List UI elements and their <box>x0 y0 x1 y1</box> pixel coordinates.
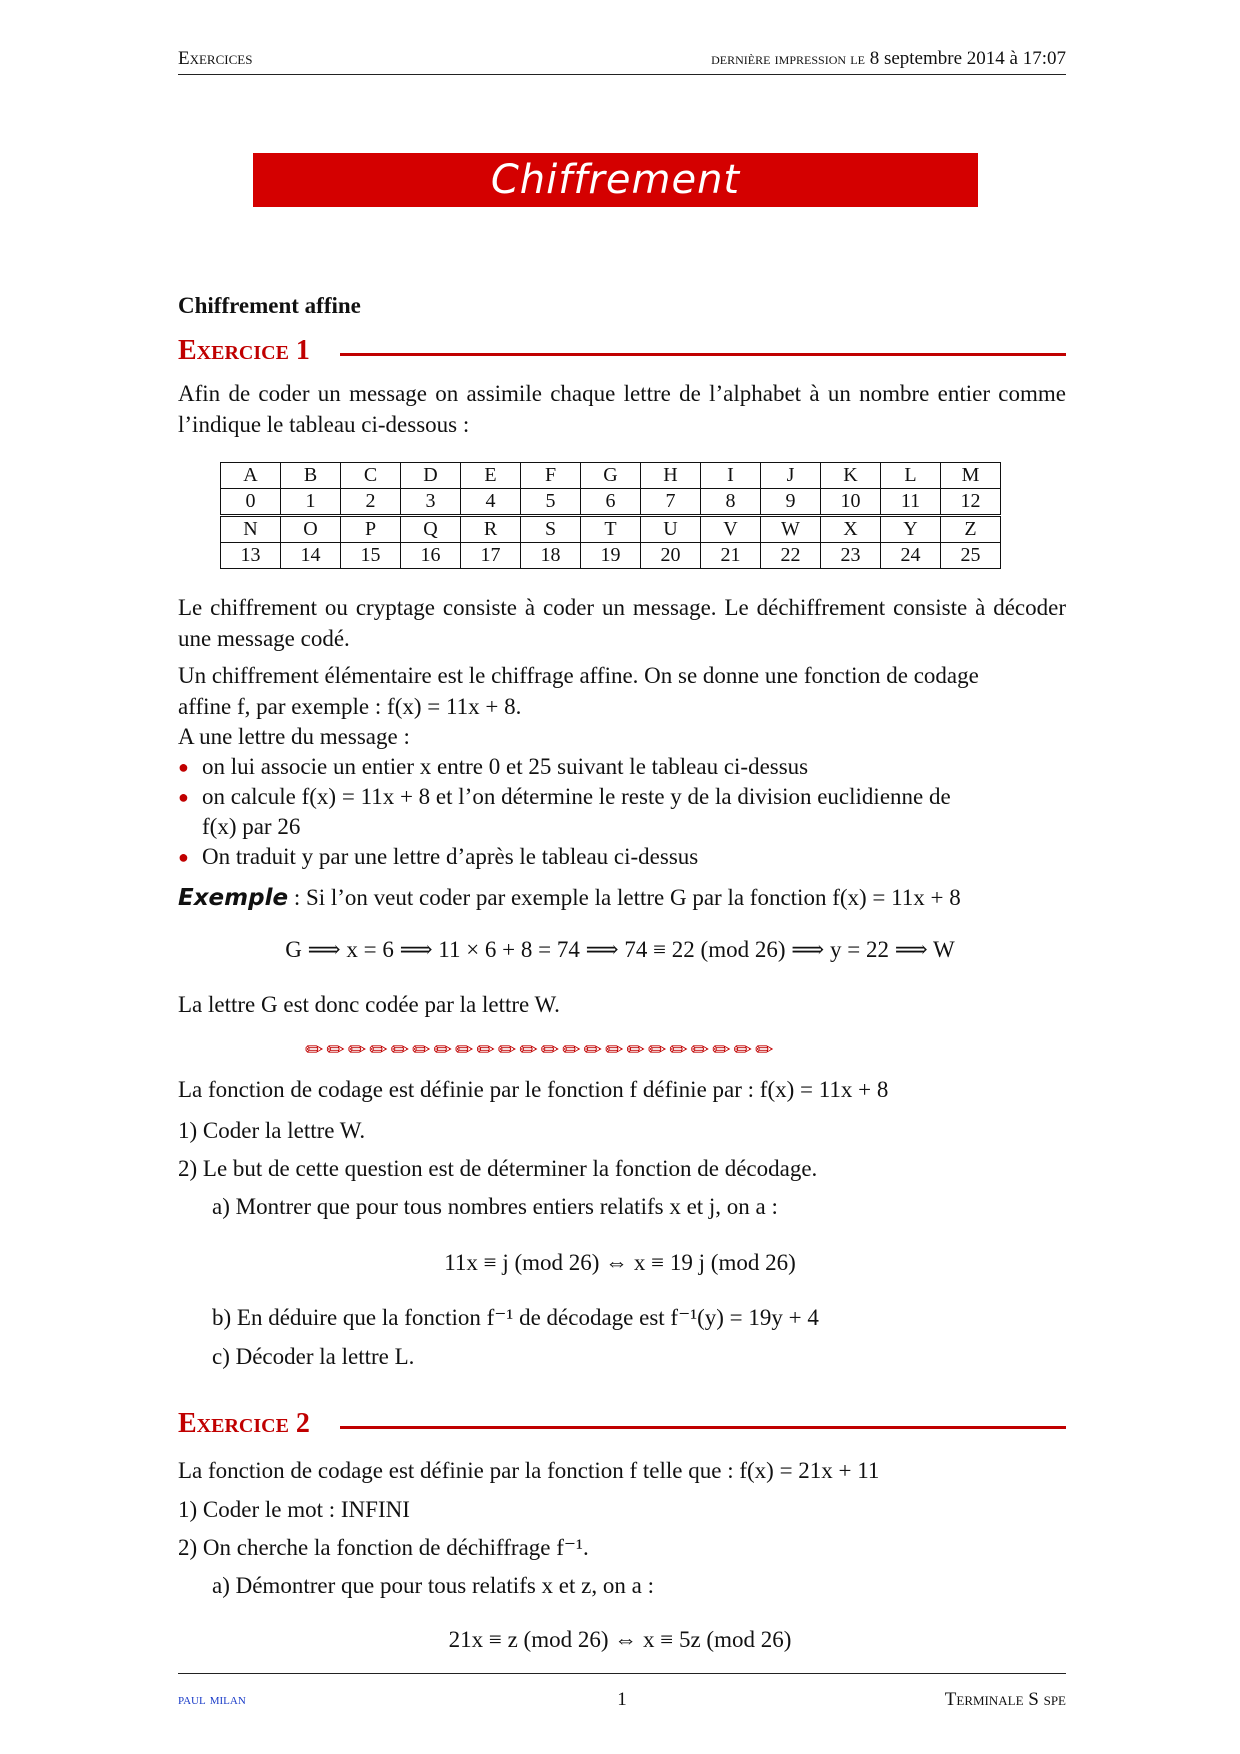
table-cell: R <box>461 516 521 543</box>
example-text: : Si l’on veut coder par exemple la lettre G par la fonction f(x) = 11x + 8 <box>288 885 961 910</box>
exercise-2-heading <box>178 1408 1066 1444</box>
table-cell: 14 <box>281 543 341 569</box>
ex1-definition: La fonction de codage est définie par le fonction f définie par : f(x) = 11x + 8 <box>178 1077 889 1102</box>
footer-rule <box>178 1673 1066 1674</box>
example-equation: G ⟹ x = 6 ⟹ 11 × 6 + 8 = 74 ⟹ 74 ≡ 22 (mod 26) ⟹ y = 22 ⟹ W <box>285 937 955 962</box>
table-cell: O <box>281 516 341 543</box>
example-line <box>178 885 961 911</box>
table-cell: W <box>761 516 821 543</box>
list-item <box>178 784 951 810</box>
exercise-2-label: Exercice 2 <box>178 1408 310 1439</box>
table-row <box>221 489 1001 516</box>
table-cell: B <box>281 463 341 489</box>
header-right <box>711 48 1066 70</box>
table-cell: 16 <box>401 543 461 569</box>
table-row <box>221 543 1001 569</box>
table-cell: G <box>581 463 641 489</box>
header-left: Exercices <box>178 48 253 69</box>
table-cell: 2 <box>341 489 401 516</box>
table-cell: 11 <box>881 489 941 516</box>
bullet-1-text: on lui associe un entier x entre 0 et 25 suivant le tableau ci-dessus <box>202 754 809 779</box>
ex1-question-2c: c) Décoder la lettre L. <box>212 1344 415 1369</box>
bullet-icon: ● <box>178 757 189 777</box>
table-cell: 18 <box>521 543 581 569</box>
table-cell: 8 <box>701 489 761 516</box>
alphabet-table-grid <box>220 462 1001 569</box>
ex1-question-2a-equation: 11x ≡ j (mod 26) ⇔ x ≡ 19 j (mod 26) <box>444 1250 796 1275</box>
table-cell: 5 <box>521 489 581 516</box>
ex2-question-2a: a) Démontrer que pour tous relatifs x et z, on a : <box>212 1573 654 1598</box>
table-cell: M <box>941 463 1001 489</box>
table-cell: 12 <box>941 489 1001 516</box>
table-cell: 1 <box>281 489 341 516</box>
table-cell: 20 <box>641 543 701 569</box>
table-cell: 3 <box>401 489 461 516</box>
table-cell: 19 <box>581 543 641 569</box>
table-cell: L <box>881 463 941 489</box>
table-cell: V <box>701 516 761 543</box>
page-header <box>178 48 1066 74</box>
ex1-paragraph-2-line-3: A une lettre du message : <box>178 724 410 749</box>
table-cell: 13 <box>221 543 281 569</box>
header-print-date: 8 septembre 2014 à 17:07 <box>869 48 1066 69</box>
bullet-icon: ● <box>178 847 189 867</box>
section-title: Chiffrement affine <box>178 293 361 318</box>
table-cell: 6 <box>581 489 641 516</box>
table-cell: 24 <box>881 543 941 569</box>
ex2-question-2a-equation: 21x ≡ z (mod 26) ⇔ x ≡ 5z (mod 26) <box>448 1627 792 1652</box>
alphabet-table <box>220 462 1001 569</box>
table-cell: A <box>221 463 281 489</box>
table-cell: N <box>221 516 281 543</box>
page-footer <box>178 1689 1066 1715</box>
exercise-1-label: Exercice 1 <box>178 335 310 366</box>
exercise-1-rule <box>340 353 1066 356</box>
table-cell: 4 <box>461 489 521 516</box>
table-cell: 23 <box>821 543 881 569</box>
table-cell: 7 <box>641 489 701 516</box>
title-banner <box>253 153 978 207</box>
table-cell: I <box>701 463 761 489</box>
table-cell: U <box>641 516 701 543</box>
footer-author: paul milan <box>178 1691 246 1708</box>
exercise-1-heading <box>178 335 1066 371</box>
table-row <box>221 463 1001 489</box>
table-cell: 10 <box>821 489 881 516</box>
table-row <box>221 516 1001 543</box>
table-cell: 25 <box>941 543 1001 569</box>
example-label: Exemple <box>178 885 289 911</box>
bullet-2-text: on calcule f(x) = 11x + 8 et l’on détermine le reste y de la division euclidienne de <box>202 784 951 809</box>
footer-course: Terminale S spe <box>944 1689 1066 1710</box>
example-conclusion: La lettre G est donc codée par la lettre W. <box>178 992 560 1017</box>
table-cell: 9 <box>761 489 821 516</box>
table-cell: K <box>821 463 881 489</box>
table-cell: E <box>461 463 521 489</box>
ex1-paragraph-1: Le chiffrement ou cryptage consiste à coder un message. Le déchiffrement consiste à décoder une message codé. <box>178 595 1066 651</box>
table-cell: Q <box>401 516 461 543</box>
table-cell: 15 <box>341 543 401 569</box>
list-item <box>178 754 808 780</box>
header-print-label: dernière impression le <box>711 49 865 68</box>
table-cell: 17 <box>461 543 521 569</box>
ex2-definition: La fonction de codage est définie par la fonction f telle que : f(x) = 21x + 11 <box>178 1458 880 1483</box>
exercise-2-rule <box>340 1426 1066 1429</box>
ex1-question-2: 2) Le but de cette question est de déterminer la fonction de décodage. <box>178 1156 818 1181</box>
bullet-icon: ● <box>178 787 189 807</box>
table-cell: H <box>641 463 701 489</box>
ex1-question-1: 1) Coder la lettre W. <box>178 1118 366 1143</box>
table-cell: 21 <box>701 543 761 569</box>
bullet-2-continuation: f(x) par 26 <box>202 814 301 839</box>
table-cell: Z <box>941 516 1001 543</box>
ex1-intro: Afin de coder un message on assimile chaque lettre de l’alphabet à un nombre entier comme l’indique le tableau ci-dessous : <box>178 381 1066 437</box>
table-cell: D <box>401 463 461 489</box>
table-cell: 0 <box>221 489 281 516</box>
ex1-question-2b: b) En déduire que la fonction f⁻¹ de décodage est f⁻¹(y) = 19y + 4 <box>212 1305 819 1330</box>
ex1-paragraph-2-line-2: affine f, par exemple : f(x) = 11x + 8. <box>178 694 522 719</box>
pencil-separator: ✏✏✏✏✏✏✏✏✏✏✏✏✏✏✏✏✏✏✏✏✏✏ <box>305 1037 777 1062</box>
table-cell: T <box>581 516 641 543</box>
bullet-3-text: On traduit y par une lettre d’après le tableau ci-dessus <box>202 844 699 869</box>
table-cell: 22 <box>761 543 821 569</box>
page-title: Chiffrement <box>490 157 741 203</box>
ex1-paragraph-2-line-1: Un chiffrement élémentaire est le chiffrage affine. On se donne une fonction de codage <box>178 663 979 688</box>
page-number: 1 <box>617 1689 627 1710</box>
list-item <box>178 844 698 870</box>
table-cell: F <box>521 463 581 489</box>
table-cell: C <box>341 463 401 489</box>
ex1-question-2a: a) Montrer que pour tous nombres entiers relatifs x et j, on a : <box>212 1194 778 1219</box>
ex2-question-1: 1) Coder le mot : INFINI <box>178 1497 410 1522</box>
table-cell: P <box>341 516 401 543</box>
table-cell: J <box>761 463 821 489</box>
table-cell: Y <box>881 516 941 543</box>
ex2-question-2: 2) On cherche la fonction de déchiffrage f⁻¹. <box>178 1535 589 1560</box>
header-rule <box>178 74 1066 75</box>
table-cell: S <box>521 516 581 543</box>
table-cell: X <box>821 516 881 543</box>
